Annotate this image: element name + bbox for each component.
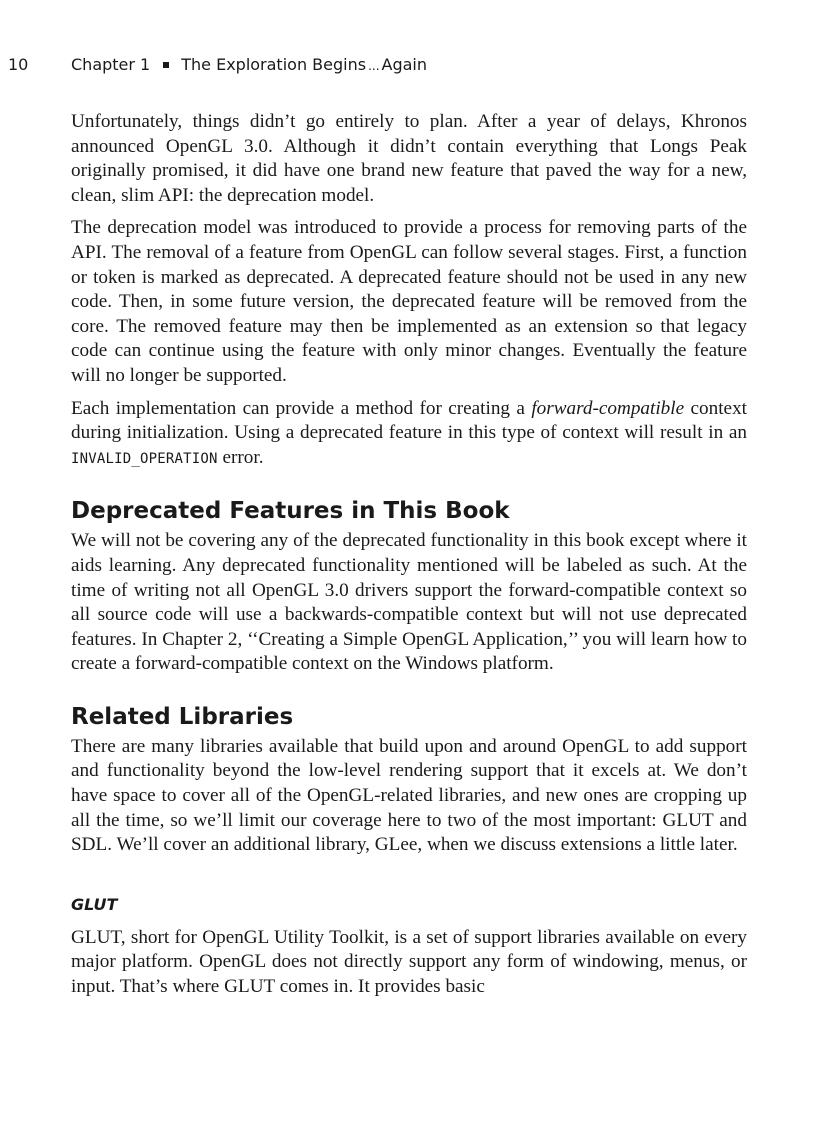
heading-deprecated-features: Deprecated Features in This Book (71, 498, 510, 525)
p3-emphasis: forward-compatible (531, 397, 685, 419)
paragraph-related-libraries: There are many libraries available that build upon and around OpenGL to add support and functionality beyond the low-level rendering support that it excels at. We don’t have space to cover all of the OpenGL-related libraries, and new ones are cropping up all the time, so we’ll limit our coverage here to two of the most important: GLUT and SDL. We’ll cover an additional library, GLee, when we discuss extensions a little later. (71, 735, 747, 856)
p3-text-c: error. (217, 446, 264, 468)
running-head (8, 54, 768, 77)
paragraph-deprecation-intro: Unfortunately, things didn’t go entirely to plan. After a year of delays, Khronos announced OpenGL 3.0. Although it didn’t contain everything that Longs Peak originally promised, it did have one brand new feature that paved the way for a new, clean, slim API: the deprecation model. (71, 111, 747, 206)
paragraph-glut: GLUT, short for OpenGL Utility Toolkit, is a set of support libraries available on every major platform. OpenGL does not directly support any form of windowing, menus, or input. That’s where GLUT comes in. It provides basic (71, 926, 747, 998)
heading-glut: GLUT (71, 894, 118, 914)
chapter-label: Chapter 1 (71, 55, 151, 74)
chapter-title-part1: The Exploration Begins (181, 55, 367, 74)
page-number: 10 (8, 55, 29, 74)
paragraph-forward-compatible (71, 397, 747, 472)
paragraph-deprecated-features: We will not be covering any of the deprecated functionality in this book except where it aids learning. Any deprecated functionality mentioned will be labeled as such. At the time of writing not all OpenGL 3.0 drivers support the forward-compatible context so all source code will use a backwards-compatible context but will not use deprecated features. In Chapter 2, ‘‘Creating a Simple OpenGL Application,’’ you will learn how to create a forward-compatible context on the Windows platform. (71, 530, 747, 675)
page-content (71, 110, 747, 1008)
p3-code-token: INVALID_OPERATION (71, 450, 218, 467)
square-bullet-icon (163, 62, 169, 68)
chapter-title-part2: Again (381, 55, 428, 74)
p3-text-a: Each implementation can provide a method for creating a (71, 397, 532, 419)
chapter-title-ellipsis: ... (368, 59, 380, 73)
p3-text-b: context during initialization. Using a deprecated feature in this type of context will result in an (71, 397, 747, 444)
paragraph-deprecation-model: The deprecation model was introduced to provide a process for removing parts of the API. The removal of a feature from OpenGL can follow several stages. First, a function or token is marked as deprecated. A deprecated feature should not be used in any new code. Then, in some future version, the deprecated feature will be removed from the core. The removed feature may then be implemented as an extension so that legacy code can continue using the feature with only minor changes. Eventually the feature will no longer be supported. (71, 217, 747, 386)
heading-related-libraries: Related Libraries (71, 703, 294, 730)
